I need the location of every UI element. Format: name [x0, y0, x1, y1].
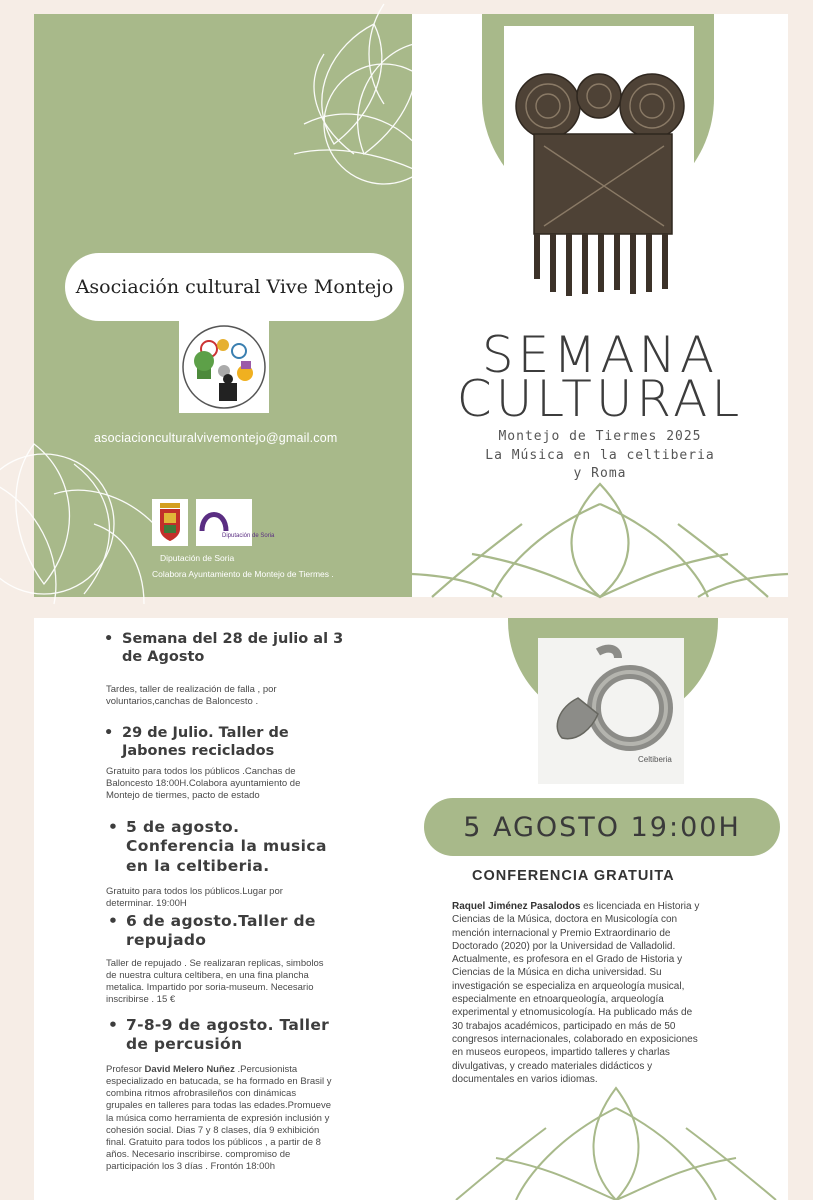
schedule-item-2-desc: Gratuito para todos los públicos .Canchas de Baloncesto 18:00H.Colabora ayuntamiento de Montejo de tiermes, pacto de estado: [106, 766, 301, 802]
mandala-decoration-bottom: [0, 424, 174, 604]
subtitle-line-3: y Roma: [573, 466, 627, 481]
celtic-artifact-photo: [504, 26, 694, 304]
schedule-item-1-title: • Semana del 28 de julio al 3 de Agosto: [122, 630, 343, 666]
speaker-name: Raquel Jiménez Pasalodos: [452, 901, 581, 912]
conference-heading: CONFERENCIA GRATUITA: [472, 868, 675, 884]
mandala-decoration-footer: [416, 1088, 788, 1200]
subtitle-line-2: La Música en la celtiberia: [485, 448, 715, 463]
subtitle-line-1: Montejo de Tiermes 2025: [498, 429, 702, 444]
schedule-item-3-desc: Gratuito para todos los públicos.Lugar por determinar. 19:00H: [106, 886, 283, 910]
cover-right-panel: [412, 14, 788, 597]
speaker-bio: Raquel Jiménez Pasalodos es licenciada en Historia y Ciencias de la Música, doctora en Musicología con mención internacional y Premio Extraordinario de Doctorado (2020) por la Universidad de Valladolid. Actualmente, es profesora en el Grado de Historia y Ciencias de la Música en dicha universidad. Su investigación se especializa en arqueología musical, especialmente en etnoarqueología, arqueología experimental y etnomusicología. Ha publicado más de 30 trabajos académicos, participado en más de 50 congresos internacionales, colaborado en exposiciones en museos europeos, impartido talleres y charlas divulgativas, y creado materiales didácticos y documentales en varios idiomas.: [452, 901, 700, 1085]
mandala-decoration-cover: [412, 484, 788, 597]
dipu-logo-text: Diputación de Soria: [222, 533, 275, 539]
celtiberia-artifact-photo: [538, 638, 684, 784]
conference-date-badge: [424, 798, 780, 856]
schedule-item-5-desc: Profesor David Melero Nuñez .Percusionista especializado en batucada, se ha formado en Brasil y combina ritmos afrobrasileños con dinámicas grupales en talleres para todas las edades.Promueve la música como herramienta de expresión inclusión y cohesión social. Dias 7 y 8 clases, día 9 exhibición final. Gratuito para todos los públicos , a partir de 8 años. Necesario inscribirse. compromiso de participación los 3 días . Frontón 18:00h: [106, 1064, 332, 1173]
schedule-item-5-title: • 7-8-9 de agosto. Taller de percusión: [126, 1016, 329, 1055]
schedule-item-3-title: • 5 de agosto. Conferencia la musica en la celtiberia.: [126, 818, 327, 876]
schedule-item-4-title: • 6 de agosto.Taller de repujado: [126, 912, 316, 951]
contact-email[interactable]: asociacionculturalvivemontejo@gmail.com: [94, 431, 338, 445]
conference-panel: [416, 618, 788, 1200]
conference-date: 5 AGOSTO 19:00H: [463, 811, 741, 843]
credit-line-2: Colabora Ayuntamiento de Montejo de Tiermes .: [152, 569, 334, 579]
title-line-2: CULTURAL: [456, 370, 744, 428]
schedule-item-2-title: • 29 de Julio. Taller de Jabones reciclados: [122, 724, 289, 760]
cover-left-panel: [34, 14, 412, 597]
diputacion-soria-logo: [196, 499, 275, 546]
schedule-panel: [34, 618, 416, 1200]
schedule-item-4-desc: Taller de repujado . Se realizaran replicas, simbolos de nuestra cultura celtibera, en una fina plancha metalica. Impartido por soria-museum. Necesario inscribirse . 15 €: [106, 958, 324, 1006]
title-line-1: SEMANA: [481, 326, 719, 384]
montejo-coat-of-arms: [152, 499, 188, 546]
association-name-badge: [65, 253, 404, 321]
schedule-item-1-desc: Tardes, taller de realización de falla , por voluntarios,canchas de Baloncesto .: [106, 684, 277, 708]
association-name: Asociación cultural Vive Montejo: [75, 276, 394, 298]
photo-caption: Celtiberia: [638, 755, 672, 764]
mandala-decoration-top: [264, 4, 424, 174]
credit-line-1: Diputación de Soria: [160, 553, 235, 563]
association-logo: [179, 321, 269, 413]
